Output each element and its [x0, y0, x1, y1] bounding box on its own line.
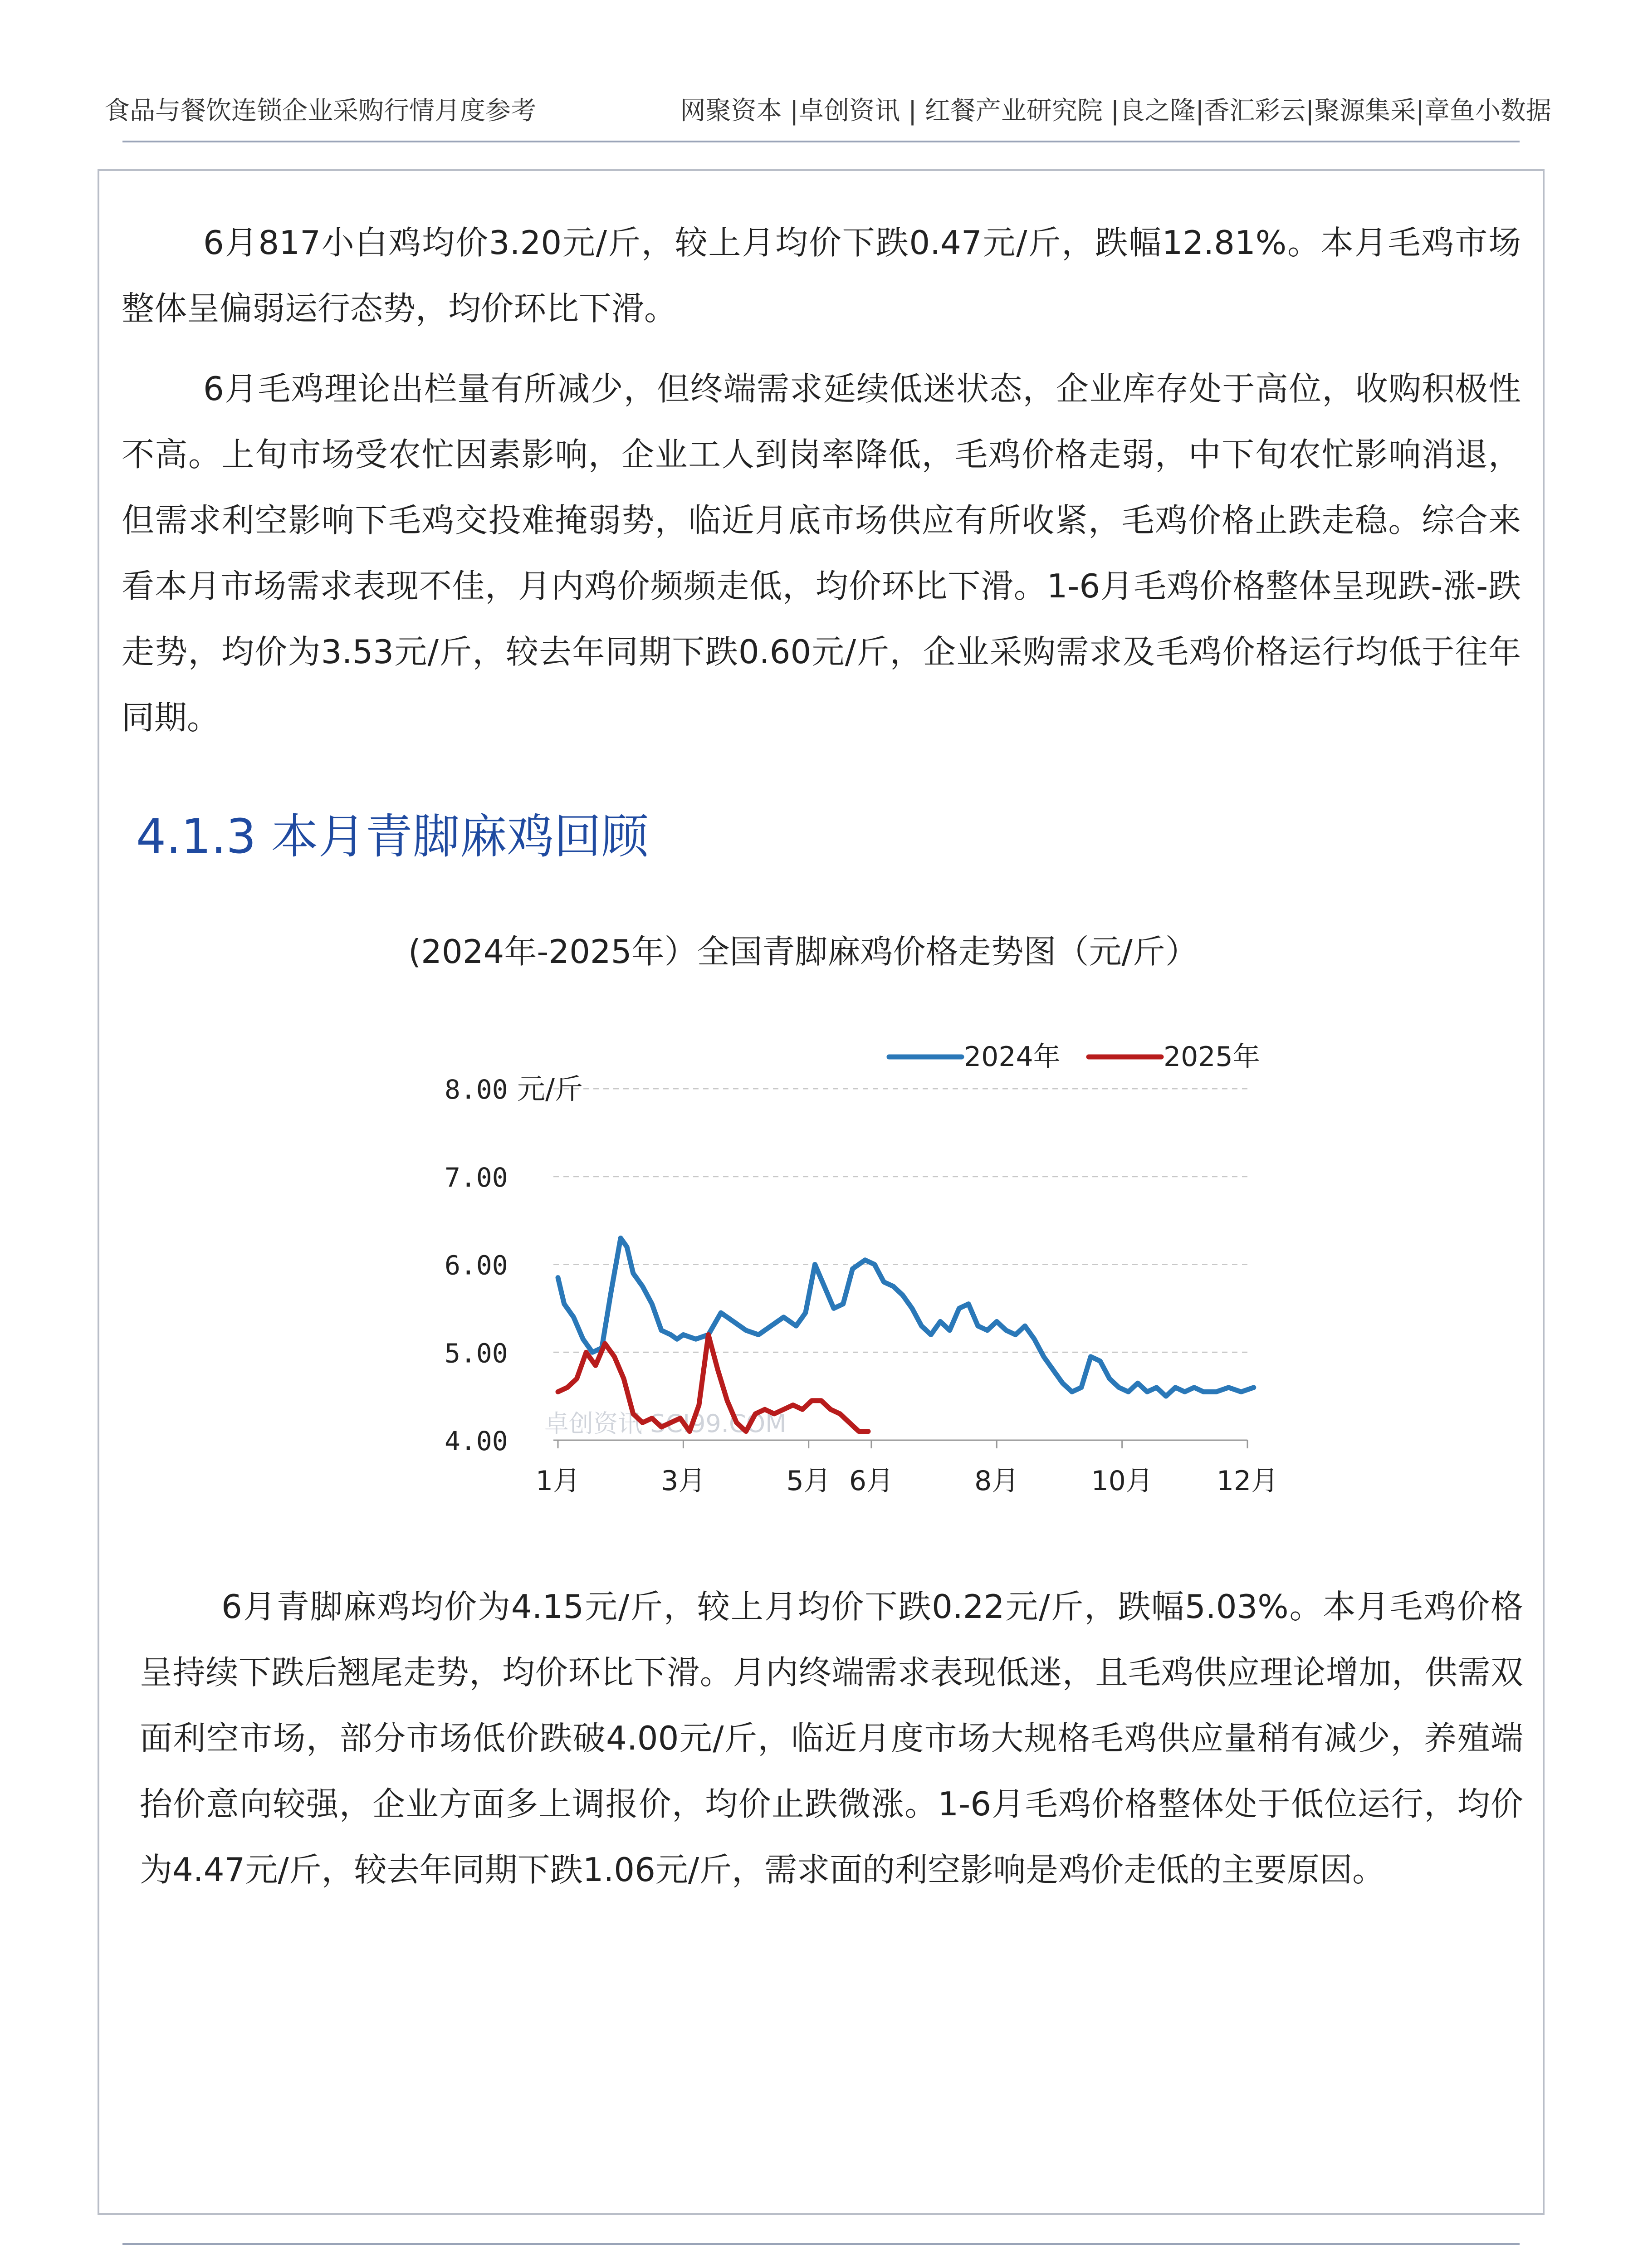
- y-tick-label: 7.00: [445, 1162, 508, 1193]
- price-trend-chart: [422, 1012, 1306, 1524]
- x-tick-label: 6月: [849, 1465, 894, 1497]
- section-heading: 4.1.3 本月青脚麻鸡回顾: [136, 809, 649, 864]
- watermark: 卓创资讯 SCI99.COM: [544, 1409, 787, 1438]
- x-tick-label: 5月: [786, 1465, 831, 1497]
- y-tick-label: 4.00: [445, 1426, 508, 1457]
- chart-title: (2024年-2025年）全国青脚麻鸡价格走势图（元/斤）: [408, 933, 1198, 971]
- paragraph-white-broiler: 6月817小白鸡均价3.20元/斤，较上月均价下跌0.47元/斤，跌幅12.81%。本月毛鸡市场整体呈偏弱运行态势，均价环比下滑。: [122, 224, 1521, 327]
- x-tick-label: 12月: [1216, 1465, 1279, 1497]
- paragraph-market-analysis: 6月毛鸡理论出栏量有所减少，但终端需求延续低迷状态，企业库存处于高位，收购积极性不高。上旬市场受农忙因素影响，企业工人到岗率降低，毛鸡价格走弱，中下旬农忙影响消退，但需求利空影响下毛鸡交投难掩弱势，临近月底市场供应有所收紧，毛鸡价格止跌走稳。综合来看本月市场需求表现不佳，月内鸡价频频走低，均价环比下滑。1-6月毛鸡价格整体呈现跌-涨-跌走势，均价为3.53元/斤，较去年同期下跌0.60元/斤，企业采购需求及毛鸡价格运行均低于往年同期。: [122, 370, 1521, 737]
- header-divider: [122, 141, 1520, 142]
- footer-divider: [122, 2243, 1520, 2245]
- series-line-2024: [558, 1238, 1254, 1396]
- x-tick-label: 8月: [974, 1465, 1019, 1497]
- legend-label: 2024年: [964, 1041, 1061, 1073]
- paragraph-qingjiao-chicken: 6月青脚麻鸡均价为4.15元/斤，较上月均价下跌0.22元/斤，跌幅5.03%。本月毛鸡价格呈持续下跌后翘尾走势，均价环比下滑。月内终端需求表现低迷，且毛鸡供应理论增加，供需双面利空市场，部分市场低价跌破4.00元/斤，临近月度市场大规格毛鸡供应量稍有减少，养殖端抬价意向较强，企业方面多上调报价，均价止跌微涨。1-6月毛鸡价格整体处于低位运行，均价为4.47元/斤，较去年同期下跌1.06元/斤，需求面的利空影响是鸡价走低的主要原因。: [140, 1588, 1523, 1889]
- legend-label: 2025年: [1164, 1041, 1260, 1073]
- x-tick-label: 10月: [1091, 1465, 1153, 1497]
- y-tick-label: 5.00: [445, 1338, 508, 1369]
- document-title: 食品与餐饮连锁企业采购行情月度参考: [104, 96, 536, 126]
- x-tick-label: 1月: [535, 1465, 581, 1497]
- y-axis-unit: 元/斤: [517, 1072, 583, 1105]
- y-tick-label: 6.00: [445, 1250, 508, 1281]
- y-tick-label: 8.00: [445, 1074, 508, 1105]
- source-list: 网聚资本 |卓创资讯 | 红餐产业研究院 |良之隆|香汇彩云|聚源集采|章鱼小数据: [680, 96, 1551, 126]
- page-header: [104, 91, 1551, 126]
- x-tick-label: 3月: [661, 1465, 706, 1497]
